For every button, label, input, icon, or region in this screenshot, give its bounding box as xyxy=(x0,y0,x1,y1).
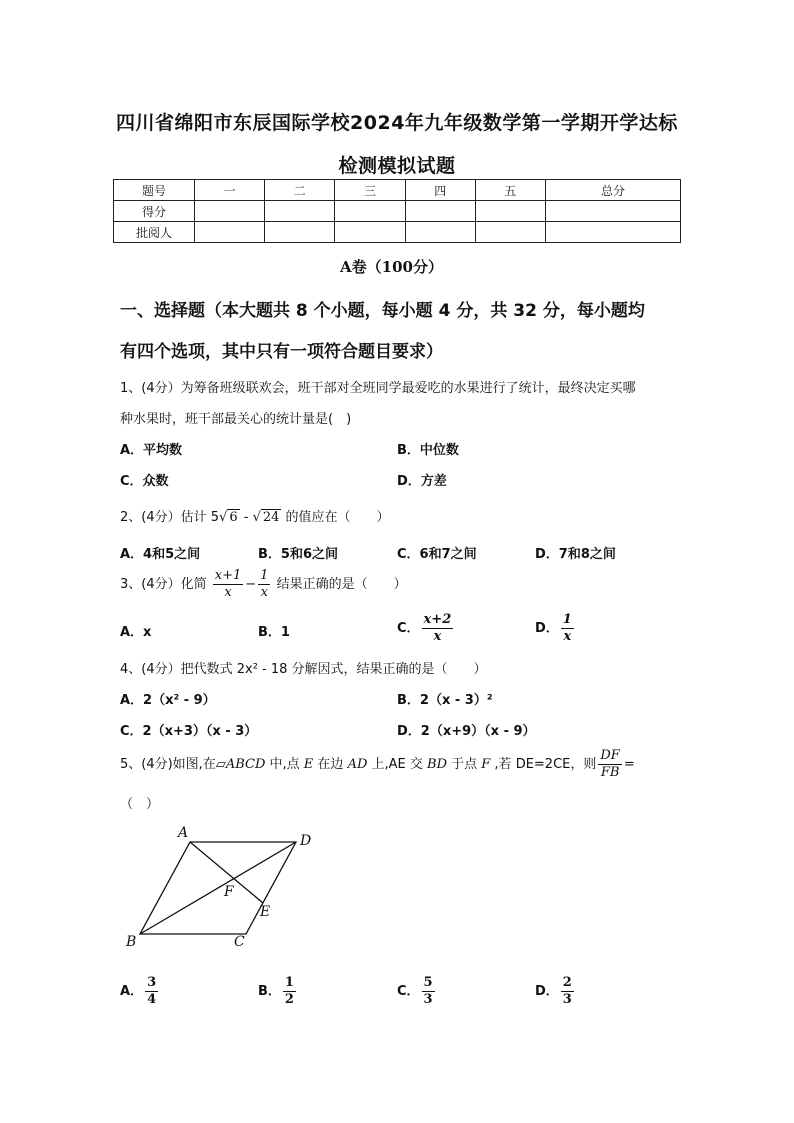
q2-minus: - xyxy=(239,510,253,525)
score-cell xyxy=(475,201,545,222)
q5-text: ,若 DE=2CE，则 xyxy=(490,757,597,772)
score-cell xyxy=(405,222,475,243)
sqrt-symbol: √ xyxy=(252,510,261,525)
score-table xyxy=(113,179,681,243)
fraction-denominator: 2 xyxy=(284,992,294,1007)
label-d: D xyxy=(300,833,312,849)
score-cell xyxy=(265,201,335,222)
q5-option-b xyxy=(258,975,298,1008)
q3-suffix: 结果正确的是（ ） xyxy=(276,577,407,592)
q2-option-a: A．4和5之间 xyxy=(120,547,201,562)
q3-prefix: 3、(4分）化简 xyxy=(120,577,207,592)
q4-option-c: C．2（x+3）（x - 3） xyxy=(120,724,258,739)
header-cell: 一 xyxy=(195,180,265,201)
option-label: D． xyxy=(535,621,559,636)
score-table-row xyxy=(114,201,681,222)
fraction-numerator: 3 xyxy=(147,975,157,990)
q2-stem xyxy=(120,506,390,525)
q4-stem: 4、(4分）把代数式 2x² - 18 分解因式，结果正确的是（ ） xyxy=(120,662,487,677)
fraction-denominator: 4 xyxy=(147,992,157,1007)
q5-option-a-fraction xyxy=(145,975,158,1008)
q5-line2: （ ） xyxy=(120,797,160,812)
label-c: C xyxy=(234,934,245,950)
q3-option-a: A．x xyxy=(120,625,152,640)
score-cell xyxy=(546,222,681,243)
fraction-denominator: x xyxy=(260,585,268,600)
score-table-header-row xyxy=(114,180,681,201)
fraction-denominator: x xyxy=(563,629,572,644)
q5-segment-bd: BD xyxy=(427,757,447,772)
section-heading: A卷（100分） xyxy=(340,258,443,276)
q1-option-a: A．平均数 xyxy=(120,443,183,458)
part-heading-line1: 一、选择题（本大题共 8 个小题，每小题 4 分，共 32 分，每小题均 xyxy=(120,301,645,321)
q2-option-b: B．5和6之间 xyxy=(258,547,338,562)
fraction-numerator: 1 xyxy=(260,568,269,583)
label-b: B xyxy=(126,934,137,950)
header-cell: 四 xyxy=(405,180,475,201)
fraction-denominator: x xyxy=(224,585,232,600)
q2-suffix: 的值应在（ ） xyxy=(281,510,390,525)
fraction-numerator: 5 xyxy=(423,975,433,990)
score-cell xyxy=(475,222,545,243)
exam-title-line2: 检测模拟试题 xyxy=(338,155,456,177)
q2-radicand-2: 24 xyxy=(262,510,280,525)
q5-text: 于点 xyxy=(447,757,482,772)
fraction-denominator: FB xyxy=(600,765,620,780)
header-cell: 三 xyxy=(335,180,405,201)
option-label: D． xyxy=(535,984,559,999)
q3-stem xyxy=(120,568,407,601)
fraction-denominator: 3 xyxy=(423,992,433,1007)
q5-prefix: 5、(4分)如图,在 xyxy=(120,757,216,772)
q4-option-b: B．2（x - 3）² xyxy=(397,693,493,708)
q5-point-f: F xyxy=(481,757,491,772)
option-label: A． xyxy=(120,984,144,999)
q1-option-c: C．众数 xyxy=(120,474,169,489)
q3-option-c-fraction xyxy=(422,612,454,645)
q5-option-c-fraction xyxy=(422,975,435,1008)
header-cell: 总分 xyxy=(546,180,681,201)
q5-option-d-fraction xyxy=(561,975,574,1008)
q5-option-d xyxy=(535,975,576,1008)
label-a: A xyxy=(178,825,189,841)
q3-option-d-fraction xyxy=(561,612,574,645)
parallelogram-figure xyxy=(120,822,330,962)
diagonal-bd xyxy=(140,842,296,934)
option-label: C． xyxy=(397,621,420,636)
score-cell xyxy=(335,201,405,222)
header-cell: 五 xyxy=(475,180,545,201)
q4-option-d: D．2（x+9）（x - 9） xyxy=(397,724,536,739)
q4-option-a: A．2（x² - 9） xyxy=(120,693,216,708)
q5-equals: = xyxy=(623,757,635,772)
q3-fraction-1 xyxy=(213,568,244,601)
q1-line1: 1、(4分）为筹备班级联欢会，班干部对全班同学最爱吃的水果进行了统计，最终决定买哪 xyxy=(120,381,636,396)
q1-line2: 种水果时，班干部最关心的统计量是( ) xyxy=(120,412,352,427)
q2-prefix: 2、(4分）估计 5 xyxy=(120,510,220,525)
q3-minus: − xyxy=(245,577,257,592)
sqrt-symbol: √ xyxy=(219,510,228,525)
q3-option-c xyxy=(397,612,455,645)
q3-option-b: B．1 xyxy=(258,625,290,640)
q5-option-a xyxy=(120,975,160,1008)
score-cell xyxy=(195,201,265,222)
label-e: E xyxy=(260,904,271,920)
score-cell xyxy=(335,222,405,243)
q5-parallelogram: ▱ABCD xyxy=(215,757,266,772)
q5-option-b-fraction xyxy=(283,975,296,1008)
row-label: 得分 xyxy=(114,201,195,222)
q5-text: 在边 xyxy=(313,757,348,772)
q1-option-d: D．方差 xyxy=(397,474,447,489)
fraction-numerator: x+2 xyxy=(423,612,452,627)
fraction-numerator: 1 xyxy=(284,975,294,990)
exam-title-line1: 四川省绵阳市东辰国际学校2024年九年级数学第一学期开学达标 xyxy=(116,112,678,134)
header-cell: 二 xyxy=(265,180,335,201)
fraction-denominator: x xyxy=(433,629,442,644)
q2-radicand-1: 6 xyxy=(229,510,238,525)
header-cell: 题号 xyxy=(114,180,195,201)
score-cell xyxy=(405,201,475,222)
row-label: 批阅人 xyxy=(114,222,195,243)
q5-point-e: E xyxy=(303,757,314,772)
part-heading-line2: 有四个选项，其中只有一项符合题目要求） xyxy=(120,342,443,362)
q3-fraction-2 xyxy=(258,568,270,601)
fraction-numerator: x+1 xyxy=(214,568,242,583)
score-table-row xyxy=(114,222,681,243)
q5-text: 上,AE 交 xyxy=(367,757,428,772)
q5-stem xyxy=(120,748,680,781)
q5-option-c xyxy=(397,975,437,1008)
q2-option-c: C．6和7之间 xyxy=(397,547,477,562)
fraction-numerator: 1 xyxy=(562,612,572,627)
fraction-denominator: 3 xyxy=(562,992,572,1007)
q5-segment-ad: AD xyxy=(347,757,368,772)
q3-option-d xyxy=(535,612,576,645)
fraction-numerator: DF xyxy=(600,748,620,763)
score-cell xyxy=(265,222,335,243)
q1-option-b: B．中位数 xyxy=(397,443,459,458)
q5-text: 中,点 xyxy=(265,757,304,772)
score-cell xyxy=(546,201,681,222)
q5-ratio-fraction xyxy=(598,748,621,781)
label-f: F xyxy=(224,884,234,900)
fraction-numerator: 2 xyxy=(562,975,572,990)
q2-option-d: D．7和8之间 xyxy=(535,547,616,562)
option-label: C． xyxy=(397,984,420,999)
score-cell xyxy=(195,222,265,243)
option-label: B． xyxy=(258,984,281,999)
